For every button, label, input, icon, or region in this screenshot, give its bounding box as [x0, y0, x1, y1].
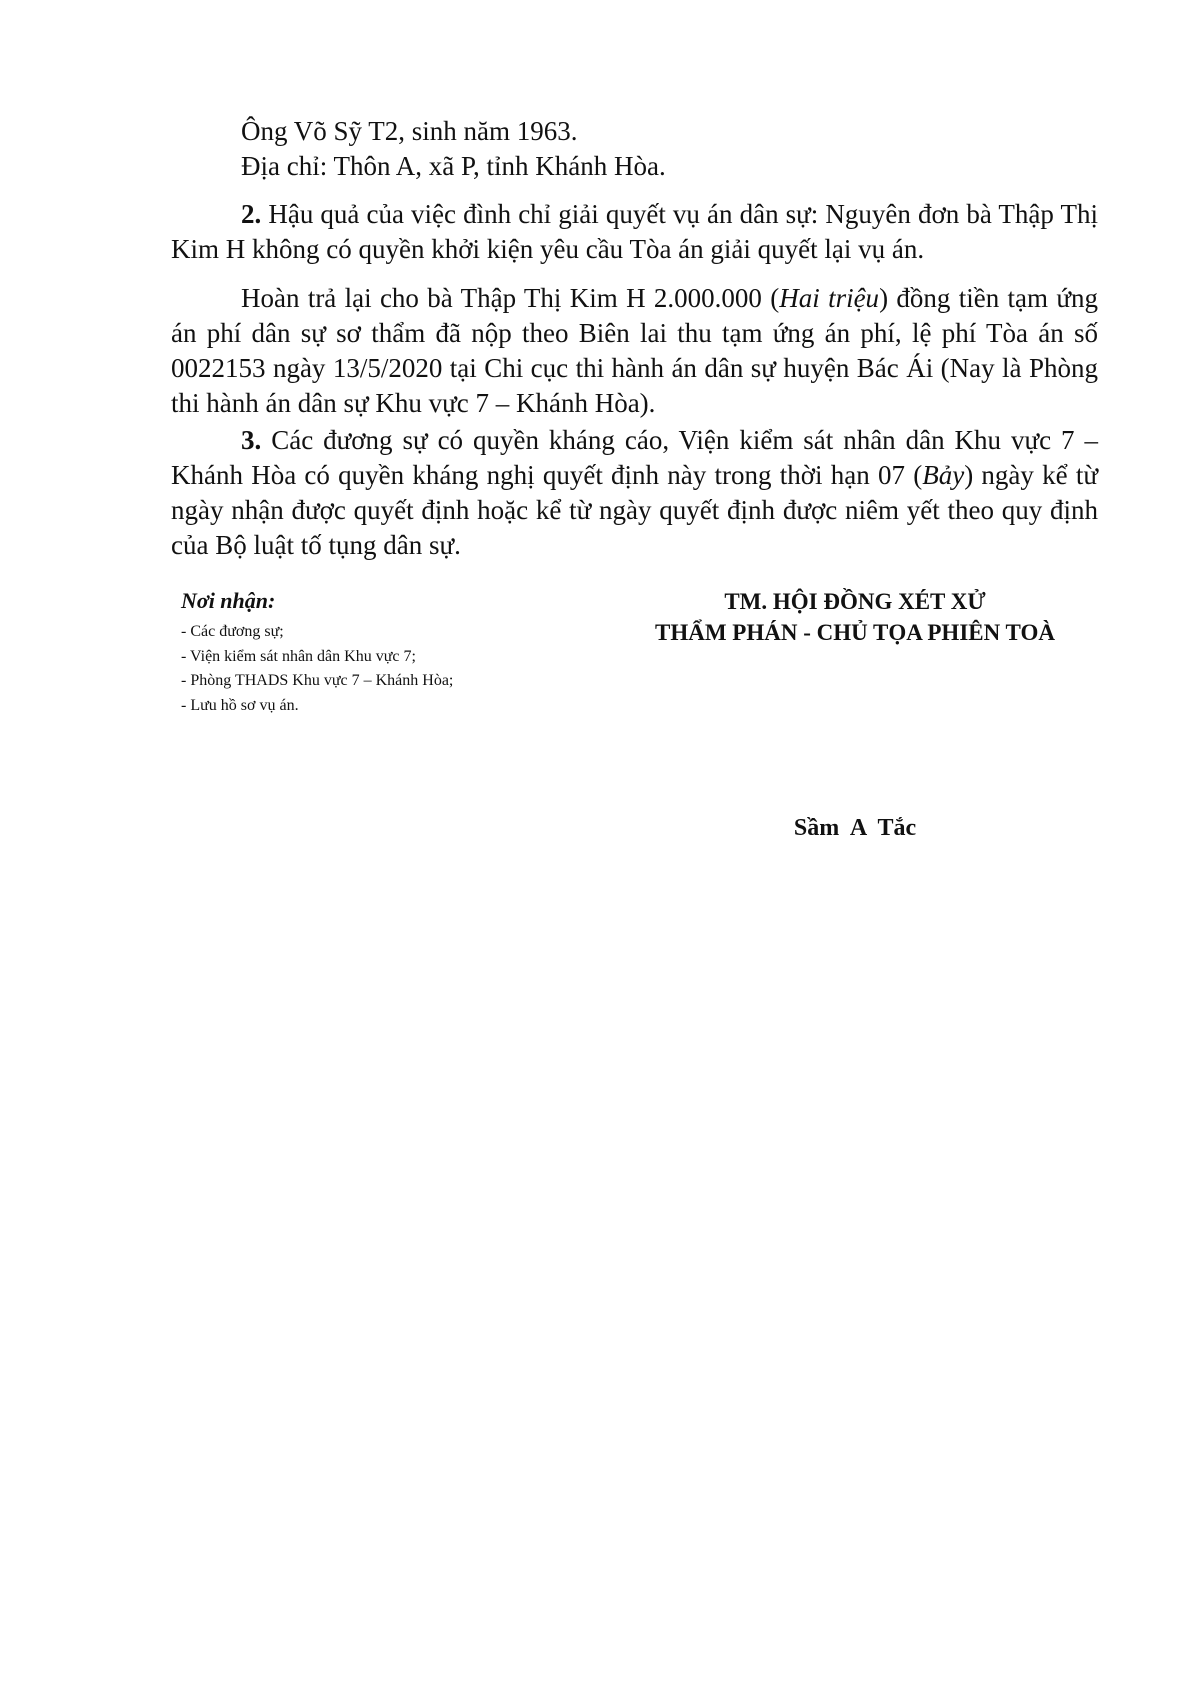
clause-2-text: Hậu quả của việc đình chỉ giải quyết vụ án dân sự: Nguyên đơn bà Thập Thị Kim H không có quyền khởi kiện yêu cầu Tòa án giải quyết lại vụ án.	[171, 199, 1098, 264]
refund-text	[171, 281, 1098, 421]
recipients-title: Nơi nhận:	[181, 588, 276, 613]
clause-3-number: 3.	[241, 425, 262, 455]
clause-3-text-before: Các đương sự có quyền kháng cáo, Viện kiểm sát nhân dân Khu vực 7 – Khánh Hòa có quyền kháng nghị quyết định này trong thời hạn 07 (	[171, 425, 1099, 490]
clause-2	[171, 197, 1098, 267]
clause-3	[171, 423, 1098, 563]
recipient-item: - Lưu hồ sơ vụ án.	[181, 696, 299, 714]
party-address-line: Địa chỉ: Thôn A, xã P, tỉnh Khánh Hòa.	[241, 151, 666, 181]
clause-2-paragraph	[171, 197, 1098, 267]
signature-title-line1: TM. HỘI ĐỒNG XÉT XỬ	[724, 589, 986, 614]
clause-3-days-words: Bảy	[922, 460, 965, 490]
signature-title-line2: THẨM PHÁN - CHỦ TỌA PHIÊN TOÀ	[655, 620, 1055, 645]
clause-2-number: 2.	[241, 199, 262, 229]
refund-text-after: ) đồng tiền tạm ứng án phí dân sự sơ thẩm đã nộp theo Biên lai thu tạm ứng án phí, lệ phí Tòa án số 0022153 ngày 13/5/2020 tại Chi cục thi hành án dân sự huyện Bác Ái (Nay là Phòng thi hành án dân sự Khu vực 7 – Khánh Hòa).	[171, 283, 1098, 418]
signature-block	[610, 586, 1100, 648]
clause-3-paragraph	[171, 423, 1098, 563]
refund-amount-words: Hai triệu	[779, 283, 880, 313]
signer-name: Sầm A Tắc	[793, 815, 917, 841]
party-name-line: Ông Võ Sỹ T2, sinh năm 1963.	[241, 116, 578, 146]
recipients-block	[181, 586, 601, 718]
recipient-item: - Phòng THADS Khu vực 7 – Khánh Hòa;	[181, 672, 454, 689]
clause-3-text-after: ) ngày kể từ ngày nhận được quyết định hoặc kể từ ngày quyết định được niêm yết theo quy định của Bộ luật tố tụng dân sự.	[171, 460, 1098, 560]
refund-paragraph	[171, 281, 1098, 421]
refund-text-before: Hoàn trả lại cho bà Thập Thị Kim H 2.000.000 (	[241, 283, 780, 313]
recipient-item: - Các đương sự;	[181, 623, 284, 640]
recipient-item: - Viện kiểm sát nhân dân Khu vực 7;	[181, 647, 416, 665]
